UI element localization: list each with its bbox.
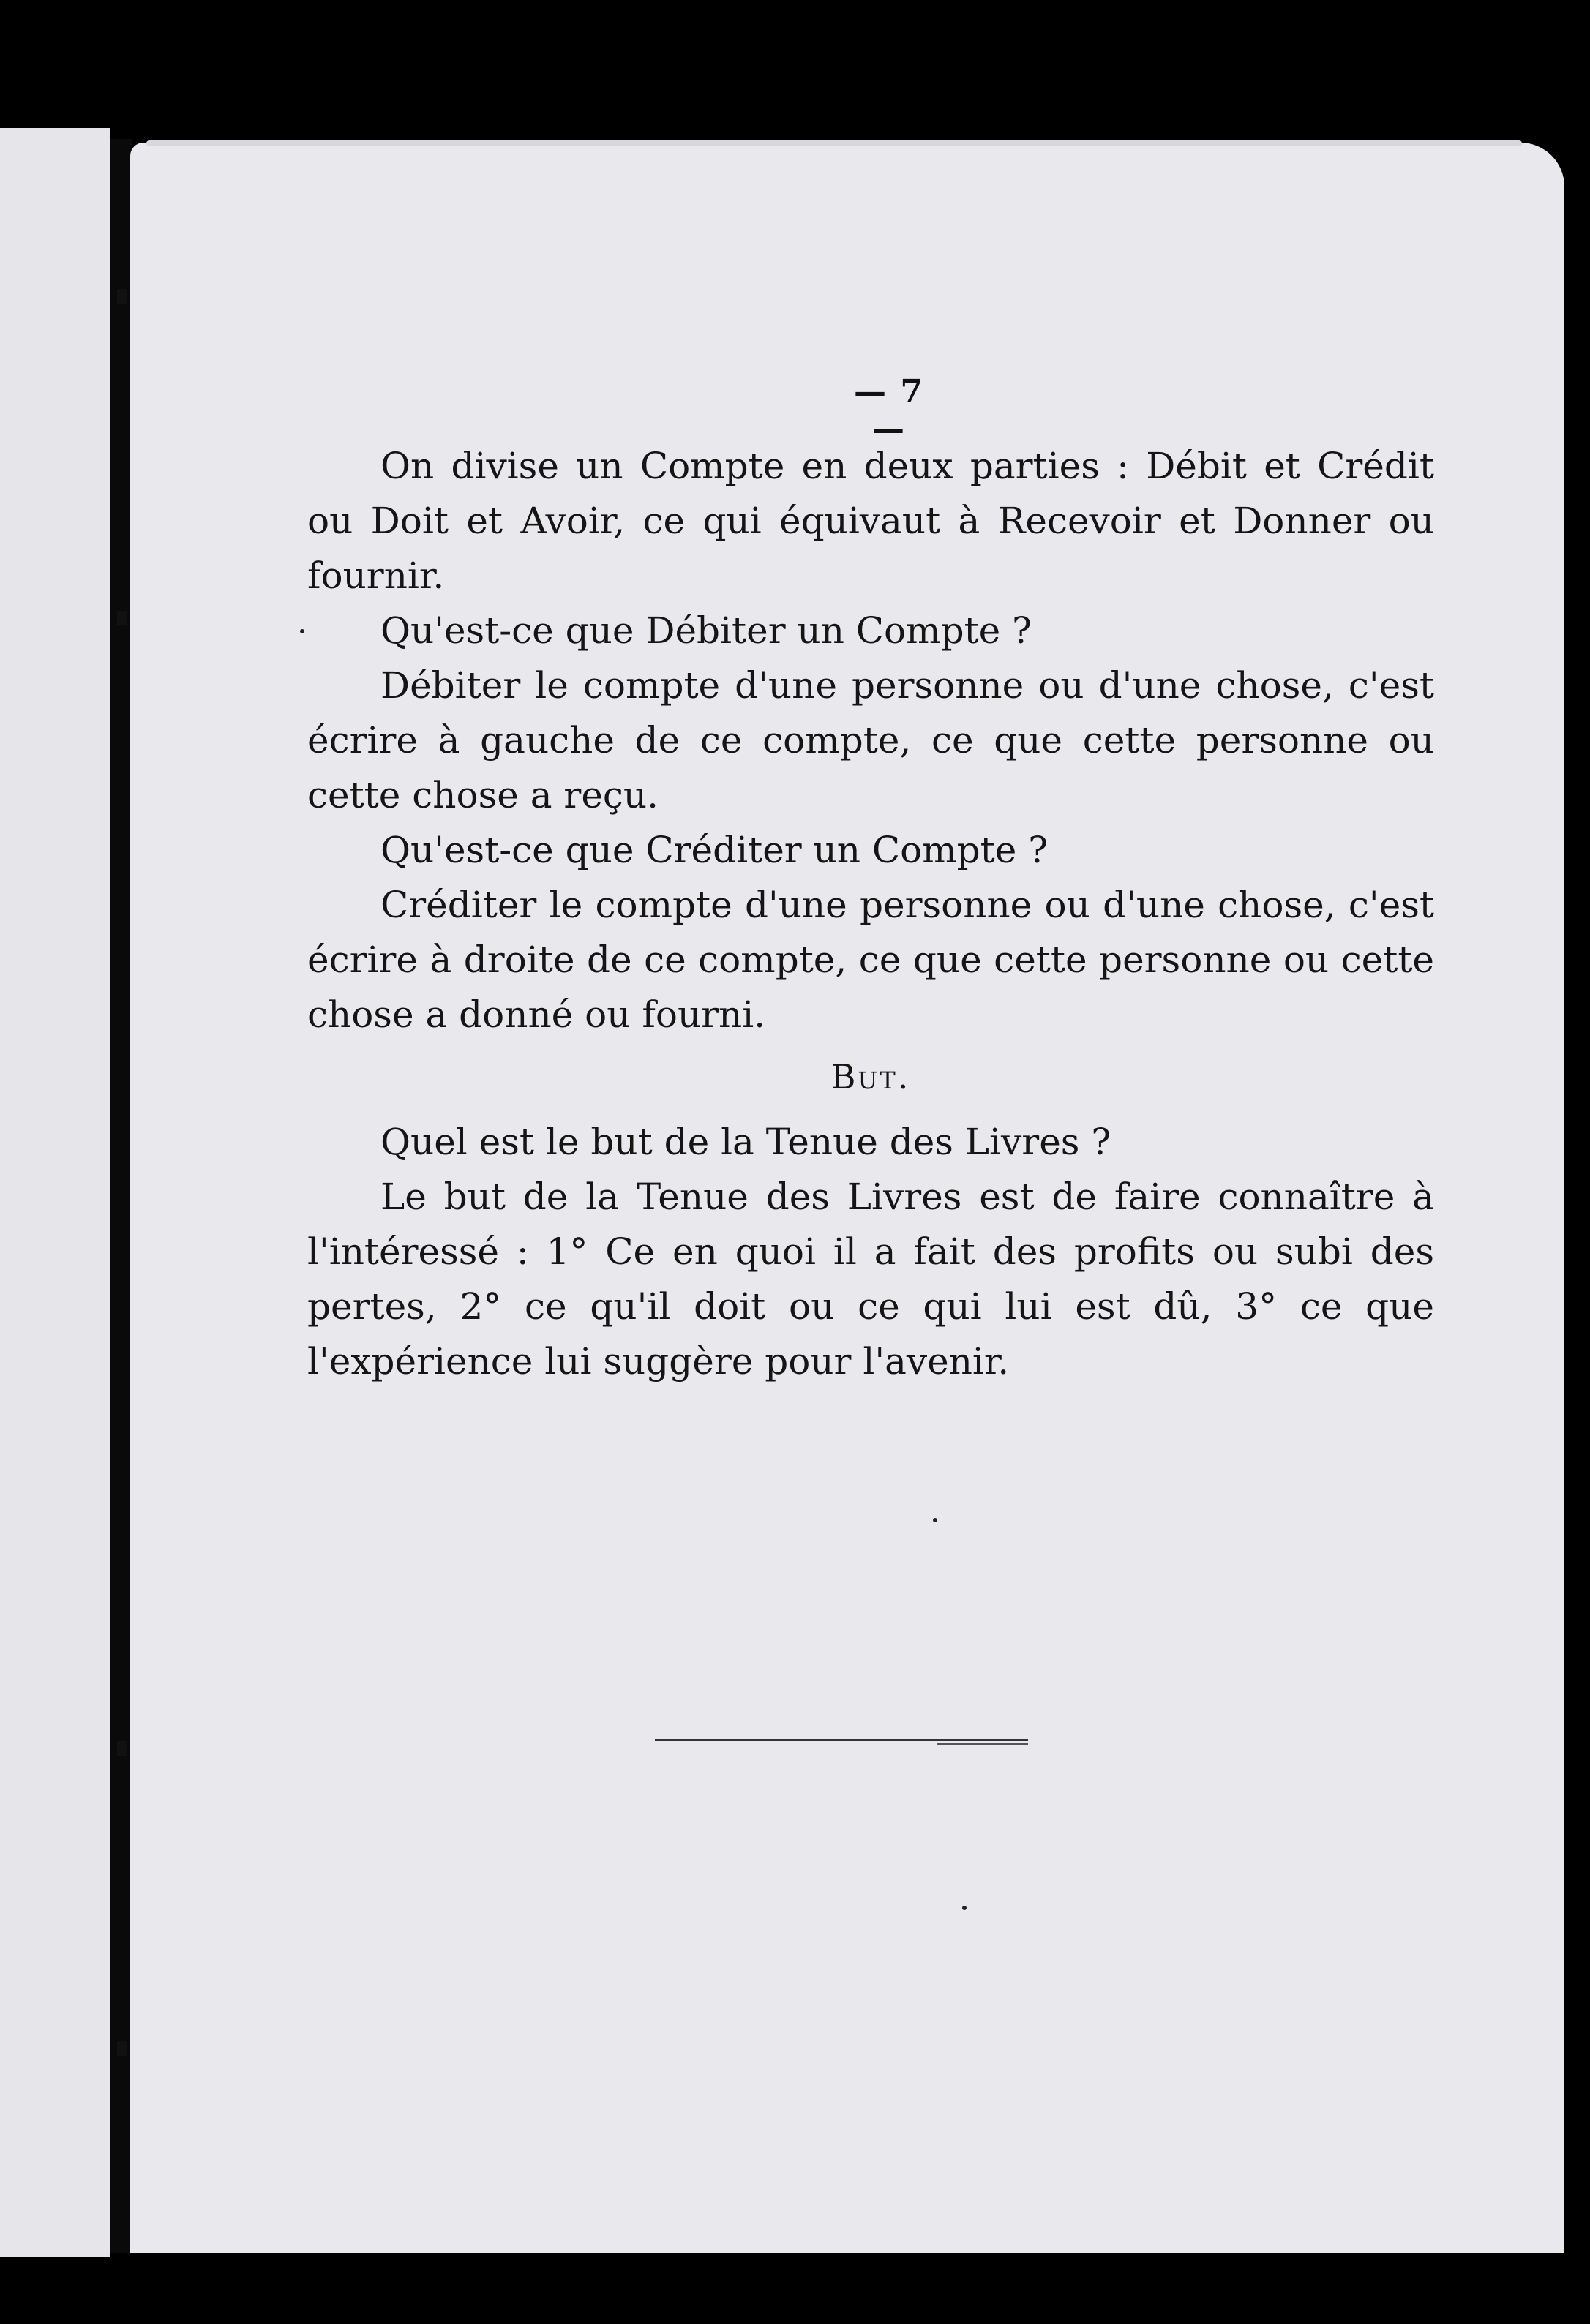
- page-number: — 7 —: [854, 373, 924, 448]
- binding-mark: [117, 611, 127, 625]
- binding-mark: [117, 2041, 127, 2056]
- binding-mark: [117, 1741, 127, 1756]
- paragraph-debiter: Débiter le compte d'une personne ou d'une chose, c'est écrire à gauche de ce compte, ce que cette personne ou cette chose a reçu.: [307, 664, 1434, 816]
- section-end-rule: [655, 1739, 1028, 1741]
- ink-dot: [300, 629, 304, 633]
- section-end-rule-accent: [937, 1743, 1028, 1745]
- paragraph-crediter: Créditer le compte d'une personne ou d'une chose, c'est écrire à droite de ce compte, ce que cette personne ou cette chose a donné ou fourni.: [307, 884, 1434, 1036]
- question-crediter: Qu'est-ce que Créditer un Compte ?: [380, 829, 1049, 871]
- question-debiter: Qu'est-ce que Débiter un Compte ?: [380, 609, 1032, 652]
- paragraph-but: Le but de la Tenue des Livres est de faire connaître à l'intéressé : 1° Ce en quoi il a fait des profits ou subi des pertes, 2° ce qu'il doit ou ce qui lui est dû, 3° ce que l'expérience lui suggère pour l'avenir.: [307, 1176, 1434, 1383]
- ink-dot: [933, 1518, 937, 1522]
- paragraph-compte-parties: On divise un Compte en deux parties : Débit et Crédit ou Doit et Avoir, ce qui équivaut à Recevoir et Donner ou fournir.: [307, 445, 1434, 597]
- page-top-edge: [146, 140, 1522, 146]
- ink-dot: [962, 1906, 967, 1910]
- body-text: [307, 439, 1434, 1389]
- book-gutter: [110, 139, 132, 2253]
- question-but: Quel est le but de la Tenue des Livres ?: [380, 1121, 1111, 1163]
- binding-mark: [117, 289, 127, 304]
- section-heading-but: But.: [830, 1057, 911, 1097]
- left-page-edge: [0, 128, 110, 2257]
